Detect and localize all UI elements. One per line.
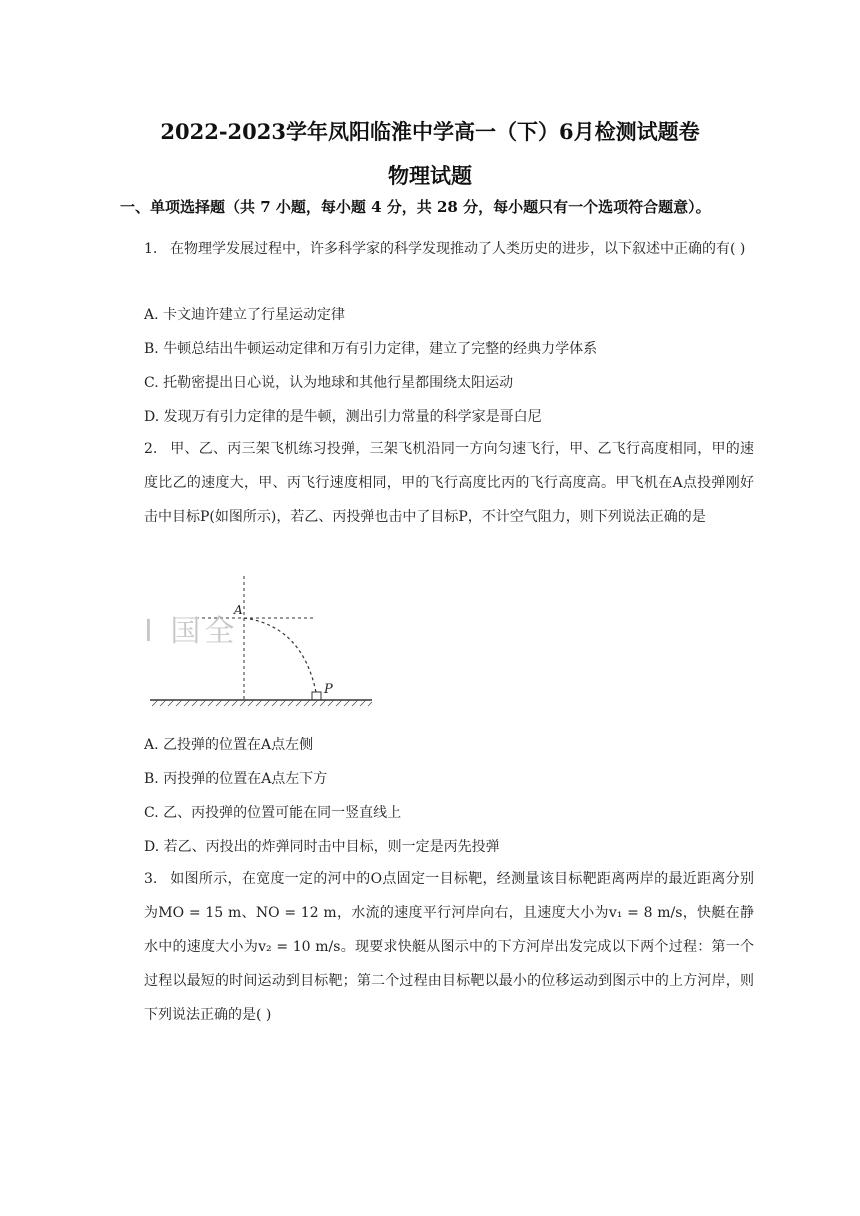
question-stem: 如图所示，在宽度一定的河中的O点固定一目标靶，经测量该目标靶距离两岸的最近距离分别为MO = 15 m、NO = 12 m，水流的速度平行河岸向右，且速度大小为v₁ = 8 m/s，快艇在静水中的速度大小为v₂ = 10 m/s。现要求快艇从图示中的下方河岸出发完成以下两个过程：第一个过程以最短的时间运动到目标靶；第二个过程由目标靶以最小的位移运动到图示中的上方河岸，则下列说法正确的是( ) xyxy=(144,871,754,1023)
projectile-figure xyxy=(144,572,376,714)
q1-option-a: A. 卡文迪许建立了行星运动定律 xyxy=(144,307,346,323)
watermark: I 国全 xyxy=(144,614,239,649)
ground-hatching xyxy=(152,700,372,706)
point-p-label: P xyxy=(324,682,333,697)
question-stem: 甲、乙、丙三架飞机练习投弹，三架飞机沿同一方向匀速飞行，甲、乙飞行高度相同，甲的速度比乙的速度大，甲、丙飞行速度相同，甲的飞行高度比丙的飞行高度高。甲飞机在A点投弹刚好击中目标P(如图所示)，若乙、丙投弹也击中了目标P，不计空气阻力，则下列说法正确的是 xyxy=(144,441,754,525)
q2-option-c: C. 乙、丙投弹的位置可能在同一竖直线上 xyxy=(144,805,402,821)
exam-subtitle: 物理试题 xyxy=(388,163,472,188)
q2-option-a: A. 乙投弹的位置在A点左侧 xyxy=(144,737,314,753)
q1-option-c: C. 托勒密提出日心说，认为地球和其他行星都围绕太阳运动 xyxy=(144,375,514,391)
point-a-label: A xyxy=(234,603,243,617)
trajectory-curve xyxy=(244,618,316,692)
q1-option-d: D. 发现万有引力定律的是牛顿，测出引力常量的科学家是哥白尼 xyxy=(144,409,542,425)
section-heading: 一、单项选择题（共 7 小题，每小题 4 分，共 28 分，每小题只有一个选项符合题意）。 xyxy=(120,198,711,216)
question-3 xyxy=(144,862,754,1032)
target-box xyxy=(312,692,321,700)
question-stem: 在物理学发展过程中，许多科学家的科学发现推动了人类历史的进步，以下叙述中正确的有( ) xyxy=(170,241,746,257)
question-number: 1. xyxy=(144,241,158,257)
q1-option-b: B. 牛顿总结出牛顿运动定律和万有引力定律，建立了完整的经典力学体系 xyxy=(144,341,598,357)
exam-title: 2022-2023学年凤阳临淮中学高一（下）6月检测试题卷 xyxy=(160,119,700,144)
question-number: 2. xyxy=(144,441,158,457)
question-number: 3. xyxy=(144,871,158,887)
question-1 xyxy=(144,232,754,266)
question-2 xyxy=(144,432,754,534)
q2-option-d: D. 若乙、丙投出的炸弹同时击中目标，则一定是丙先投弹 xyxy=(144,839,500,855)
q2-option-b: B. 丙投弹的位置在A点左下方 xyxy=(144,771,328,787)
